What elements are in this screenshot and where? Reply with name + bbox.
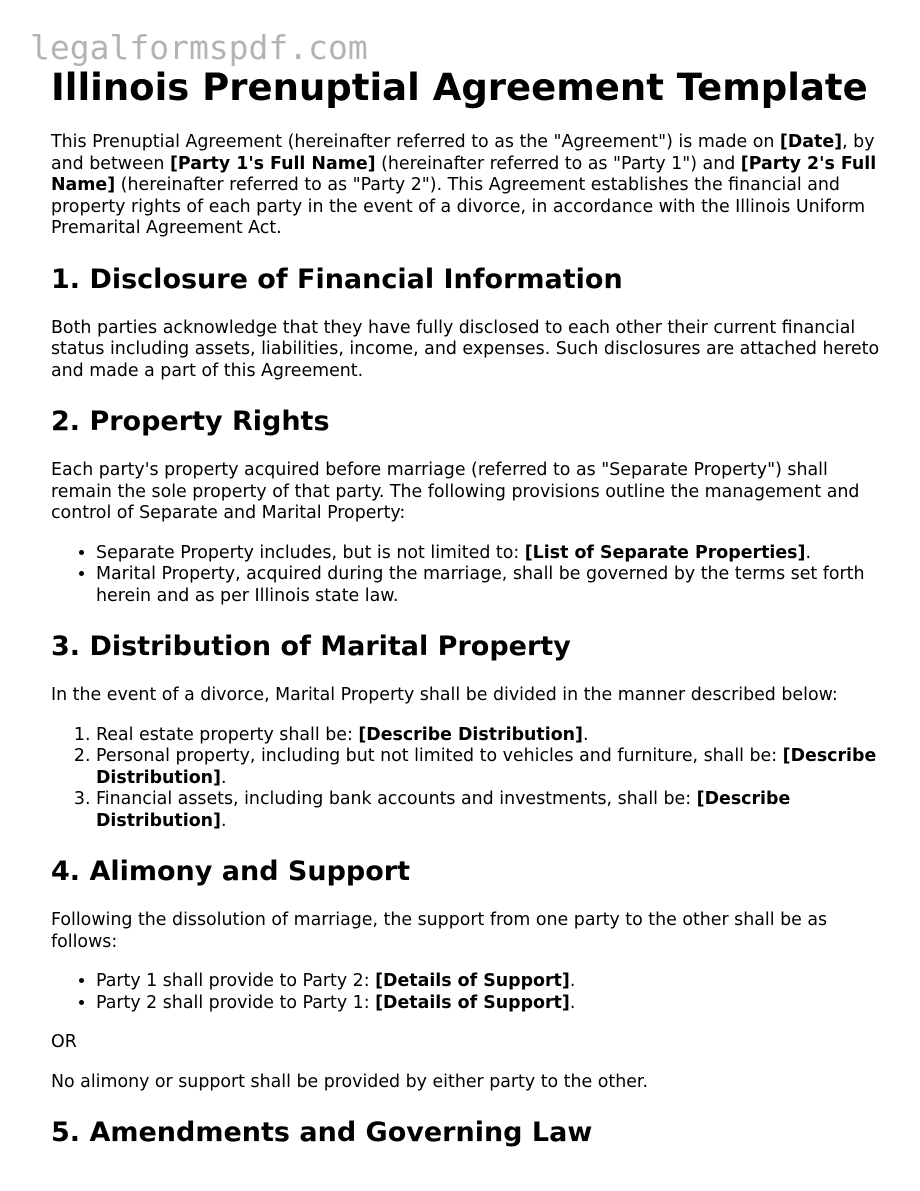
section-3-body: In the event of a divorce, Marital Property shall be divided in the manner described below: [51, 685, 838, 705]
intro-text-1: This Prenuptial Agreement (hereinafter referred to as the "Agreement") is made on [51, 132, 780, 152]
intro-text-2: , by and between [51, 132, 875, 174]
section-2-heading: 2. Property Rights [51, 406, 330, 437]
distribution-placeholder: [Describe Distribution] [96, 746, 877, 788]
list-item-text: Party 1 shall provide to Party 2: [96, 971, 376, 991]
list-item-end: . [582, 724, 589, 745]
support-details-placeholder: [Details of Support] [375, 971, 570, 991]
section-5-heading: 5. Amendments and Governing Law [51, 1117, 593, 1148]
support-details-placeholder: [Details of Support] [375, 992, 570, 1013]
distribution-placeholder: [Describe Distribution] [96, 789, 791, 831]
list-item [96, 564, 881, 607]
list-item-end: . [220, 767, 227, 788]
distribution-placeholder: [Describe Distribution] [358, 724, 583, 745]
list-item-end: . [569, 992, 576, 1013]
intro-text-3: (hereinafter referred to as "Party 1") and [375, 153, 741, 174]
section-4-heading: 4. Alimony and Support [51, 856, 411, 887]
list-item [96, 725, 881, 747]
section-3-heading: 3. Distribution of Marital Property [51, 631, 571, 662]
list-item-text: Party 2 shall provide to Party 1: [96, 992, 376, 1013]
list-item-text: Separate Property includes, but is not limited to: [96, 542, 525, 563]
separate-properties-placeholder: [List of Separate Properties] [524, 542, 806, 563]
section-4-body: Following the dissolution of marriage, the support from one party to the other shall be as follows: [51, 910, 828, 952]
date-placeholder: [Date] [779, 132, 843, 152]
document-body [51, 64, 881, 1151]
party1-name-placeholder: [Party 1's Full Name] [169, 153, 376, 174]
section-3-list [51, 725, 881, 833]
list-item [96, 746, 881, 789]
list-item-text: Personal property, including but not limited to vehicles and furniture, shall be: [96, 746, 783, 766]
watermark-text: legalformspdf.com [30, 28, 368, 67]
list-item-end: . [569, 971, 576, 991]
list-item-end: . [220, 810, 227, 831]
section-2-list [51, 543, 881, 608]
section-1-body: Both parties acknowledge that they have fully disclosed to each other their current financial status including assets, liabilities, income, and expenses. Such disclosures are attached hereto and made a part of this Agreement. [51, 317, 880, 381]
section-1-heading: 1. Disclosure of Financial Information [51, 263, 623, 295]
list-item-end: . [805, 542, 811, 563]
section-2-body: Each party's property acquired before marriage (referred to as "Separate Property") shall remain the sole property of that party. The following provisions outline the management and control of Separate and Marital Property: [51, 460, 860, 523]
list-item-text: Marital Property, acquired during the marriage, shall be governed by the terms set forth herein and as per Illinois state law. [96, 564, 865, 606]
list-item-text: Real estate property shall be: [96, 724, 359, 745]
list-item [96, 789, 881, 832]
document-title: Illinois Prenuptial Agreement Template [51, 66, 868, 109]
intro-paragraph [51, 132, 881, 240]
or-text: OR [51, 1032, 77, 1052]
list-item-text: Financial assets, including bank accounts and investments, shall be: [96, 789, 697, 809]
section-4-list [51, 971, 881, 1014]
no-alimony-text: No alimony or support shall be provided by either party to the other. [51, 1071, 649, 1092]
list-item [96, 543, 881, 565]
party2-name-placeholder: [Party 2's Full Name] [51, 153, 877, 195]
intro-text-4: (hereinafter referred to as "Party 2"). This Agreement establishes the financial and property rights of each party in the event of a divorce, in accordance with the Illinois Uniform Premarital Agreement Act. [51, 175, 866, 238]
list-item [96, 993, 881, 1015]
list-item [96, 971, 881, 993]
